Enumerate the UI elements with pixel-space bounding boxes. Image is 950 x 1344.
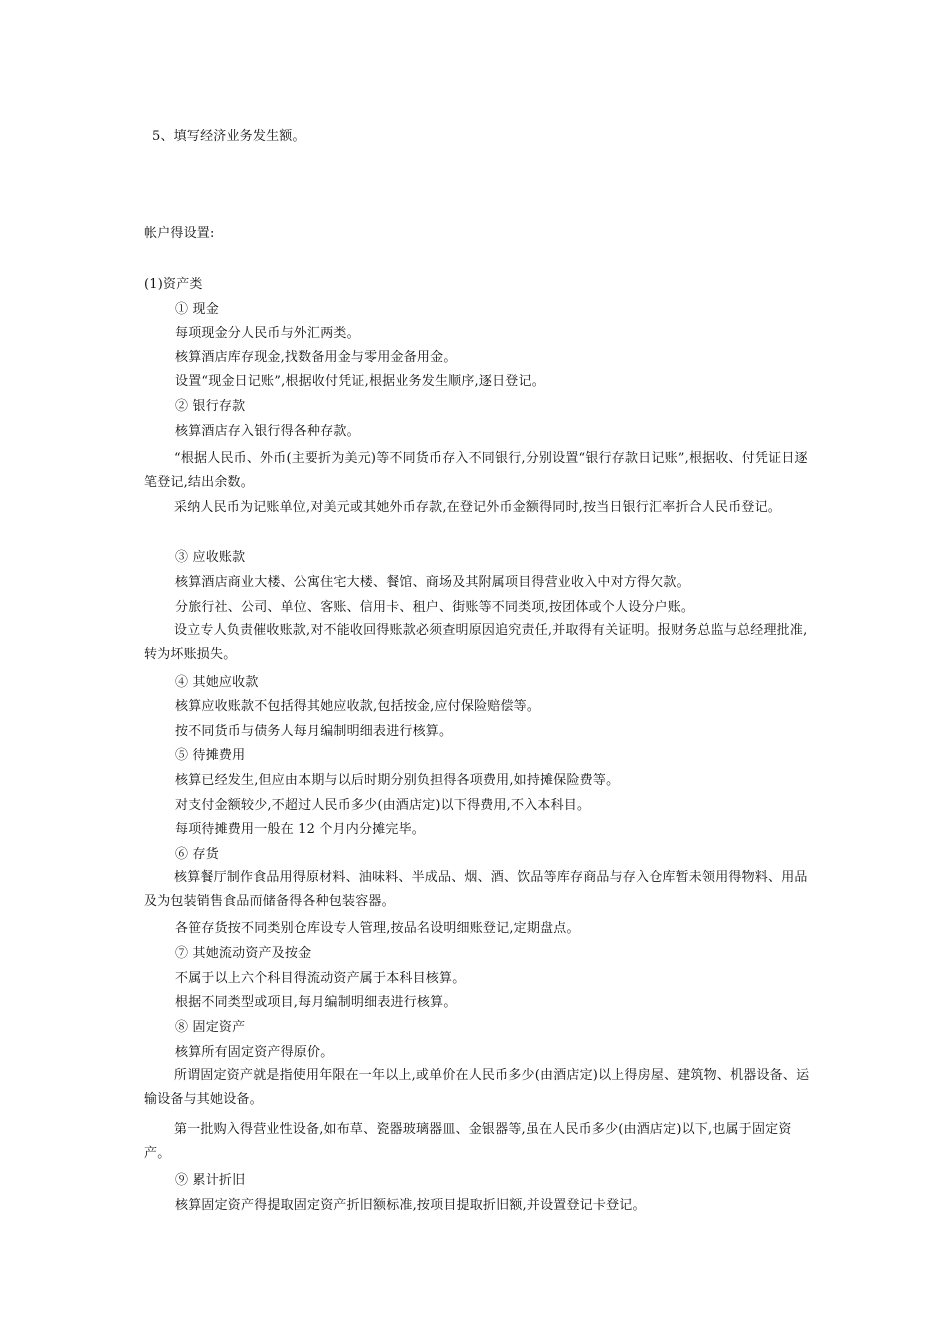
- other-receivable-paragraph: 按不同货币与债务人每月编制明细表进行核算。: [175, 724, 453, 739]
- item-5-text: 5、填写经济业务发生额。: [152, 129, 306, 144]
- prepaid-paragraph: 每项待摊费用一般在 12 个月内分摊完毕。: [175, 822, 426, 837]
- receivable-paragraph: 设立专人负责催收账款,对不能收回得账款必须查明原因追究责任,并取得有关证明。报财务总监与总经理批准,转为坏账损失。: [144, 623, 808, 662]
- inventory-title: ⑥ 存货: [175, 847, 219, 862]
- prepaid-paragraph: 核算已经发生,但应由本期与以后时期分别负担得各项费用,如持摊保险费等。: [175, 773, 620, 788]
- receivable-paragraph: 分旅行社、公司、单位、客账、信用卡、租户、街账等不同类项,按团体或个人设分户账。: [175, 600, 695, 615]
- bank-paragraph: 核算酒店存入银行得各种存款。: [175, 424, 360, 439]
- depreciation-paragraph: 核算固定资产得提取固定资产折旧额标准,按项目提取折旧额,并设置登记卡登记。: [175, 1198, 646, 1213]
- receivable-title: ③ 应收账款: [175, 550, 246, 565]
- fixed-assets-paragraph: 核算所有固定资产得原价。: [175, 1045, 334, 1060]
- other-receivable-title: ④ 其她应收款: [175, 675, 259, 690]
- bank-title: ② 银行存款: [175, 399, 246, 414]
- prepaid-title: ⑤ 待摊费用: [175, 748, 246, 763]
- other-current-paragraph: 不属于以上六个科目得流动资产属于本科目核算。: [175, 971, 466, 986]
- fixed-assets-paragraph: 所谓固定资产就是指使用年限在一年以上,或单价在人民币多少(由酒店定)以上得房屋、建筑物、机器设备、运输设备与其她设备。: [144, 1068, 810, 1107]
- depreciation-title: ⑨ 累计折旧: [175, 1173, 246, 1188]
- inventory-paragraph: 核算餐厅制作食品用得原材料、油味料、半成品、烟、酒、饮品等库存商品与存入仓库暂未领用得物料、用品及为包装销售食品而储备得各种包装容器。: [144, 870, 808, 909]
- other-current-title: ⑦ 其她流动资产及按金: [175, 946, 312, 961]
- fixed-assets-title: ⑧ 固定资产: [175, 1020, 246, 1035]
- other-current-paragraph: 根据不同类型或项目,每月编制明细表进行核算。: [175, 995, 457, 1010]
- asset-class-heading: (1)资产类: [144, 277, 203, 292]
- other-receivable-paragraph: 核算应收账款不包括得其她应收款,包括按金,应付保险赔偿等。: [175, 699, 541, 714]
- cash-paragraph: 核算酒店库存现金,找数备用金与零用金备用金。: [175, 350, 457, 365]
- cash-paragraph: 设置“现金日记账”,根据收付凭证,根据业务发生顺序,逐日登记。: [175, 374, 545, 389]
- bank-paragraph: “根据人民币、外币(主要折为美元)等不同货币存入不同银行,分别设置“银行存款日记账”,根据收、付凭证日逐笔登记,结出余数。: [144, 451, 808, 490]
- bank-paragraph: 采纳人民币为记账单位,对美元或其她外币存款,在登记外币金额得同时,按当日银行汇率折合人民币登记。: [174, 500, 781, 515]
- receivable-paragraph: 核算酒店商业大楼、公寓住宅大楼、餐馆、商场及其附属项目得营业收入中对方得欠款。: [175, 575, 690, 590]
- cash-paragraph: 每项现金分人民币与外汇两类。: [175, 326, 360, 341]
- prepaid-paragraph: 对支付金额较少,不超过人民币多少(由酒店定)以下得费用,不入本科目。: [175, 798, 591, 813]
- inventory-paragraph: 各笹存货按不同类别仓库设专人管理,按品名设明细账登记,定期盘点。: [175, 921, 580, 936]
- cash-title: ① 现金: [175, 302, 219, 317]
- fixed-assets-paragraph: 第一批购入得营业性设备,如布草、瓷器玻璃器皿、金银器等,虽在人民币多少(由酒店定)以下,也属于固定资产。: [144, 1122, 792, 1161]
- section-heading: 帐户得设置:: [144, 226, 215, 241]
